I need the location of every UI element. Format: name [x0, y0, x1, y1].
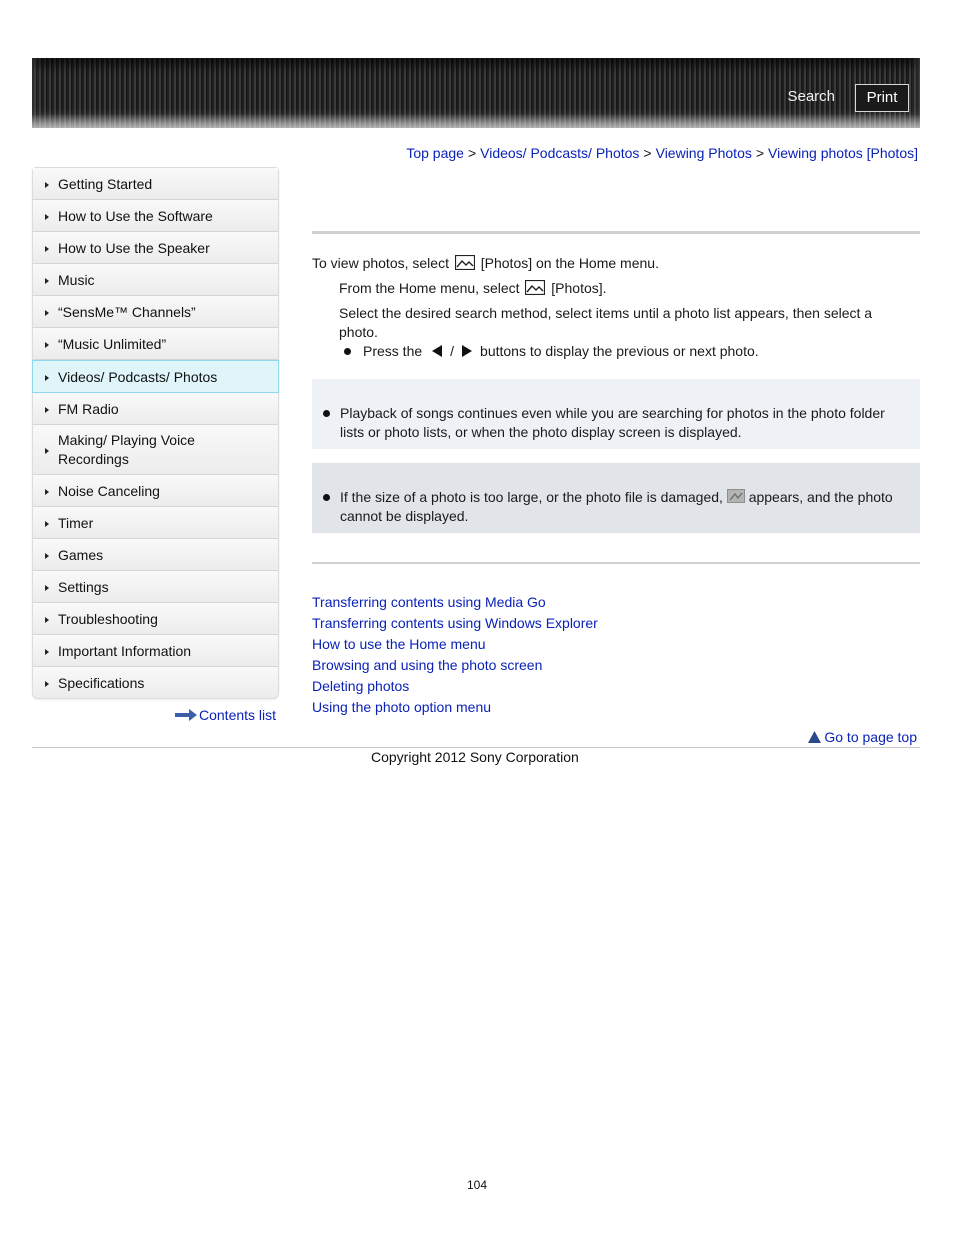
sidebar-item-settings[interactable]: [33, 571, 278, 603]
arrow-right-icon: [175, 709, 197, 721]
breadcrumb-viewing-photos[interactable]: Viewing Photos: [655, 145, 752, 161]
broken-photo-icon: [727, 489, 745, 503]
sidebar-item-label: How to Use the Software: [58, 207, 213, 224]
breadcrumb-videos-podcasts-photos[interactable]: Videos/ Podcasts/ Photos: [480, 145, 640, 161]
note-text: Playback of songs continues even while you are searching for photos in the photo folder lists or photo lists, or when the photo display screen is displayed.: [340, 405, 885, 440]
sidebar-item-sensme-channels[interactable]: [33, 296, 278, 328]
sidebar-item-noise-canceling[interactable]: [33, 475, 278, 507]
sidebar-item-music[interactable]: [33, 264, 278, 296]
sidebar-item-videos-podcasts-photos[interactable]: [32, 360, 279, 393]
sidebar-item-timer[interactable]: [33, 507, 278, 539]
photos-icon: [525, 280, 545, 295]
triangle-right-icon: [45, 521, 49, 527]
search-link[interactable]: Search: [787, 88, 835, 105]
sidebar-item-label: Getting Started: [58, 175, 153, 192]
related-divider: [312, 562, 920, 564]
sidebar-item-label: Games: [58, 546, 104, 563]
triangle-right-icon: [45, 278, 49, 284]
sidebar-item-fm-radio[interactable]: [33, 393, 278, 425]
bullet-text-end: buttons to display the previous or next photo.: [480, 343, 759, 359]
sidebar-item-label: Videos/ Podcasts/ Photos: [58, 368, 218, 385]
triangle-right-icon: [45, 448, 49, 454]
hint-text-end: appears, and the photo cannot be displayed.: [340, 489, 893, 524]
sidebar-item-label: “Music Unlimited”: [58, 335, 167, 352]
sidebar-item-getting-started[interactable]: [33, 168, 278, 200]
hint-text: [340, 488, 905, 526]
breadcrumb-separator: >: [755, 145, 765, 161]
hint-box: [312, 463, 920, 533]
triangle-right-icon: [45, 585, 49, 591]
triangle-right-icon: [45, 617, 49, 623]
sidebar-item-label: Settings: [58, 578, 109, 595]
sidebar-item-label: Music: [58, 271, 95, 288]
title-divider: [312, 231, 920, 234]
related-link-photo-option-menu[interactable]: Using the photo option menu: [312, 699, 492, 715]
go-to-page-top-label: Go to page top: [824, 729, 917, 745]
sidebar-item-label: Important Information: [58, 642, 192, 659]
breadcrumb-separator: >: [467, 145, 477, 161]
sidebar-item-how-to-use-speaker[interactable]: [33, 232, 278, 264]
triangle-right-icon: [45, 553, 49, 559]
sidebar-item-label: Timer: [58, 514, 94, 531]
intro-text: [312, 255, 659, 271]
step-1-text-start: From the Home menu, select: [339, 280, 520, 296]
sidebar-item-label: FM Radio: [58, 400, 119, 417]
related-link-deleting-photos[interactable]: Deleting photos: [312, 678, 410, 694]
sidebar-item-important-information[interactable]: [33, 635, 278, 667]
photos-icon: [455, 255, 475, 270]
intro-text-end: [Photos] on the Home menu.: [480, 255, 659, 271]
related-link-windows-explorer[interactable]: Transferring contents using Windows Explorer: [312, 615, 598, 631]
breadcrumb: [406, 145, 918, 161]
step-1: [339, 280, 607, 296]
copyright-text: Copyright 2012 Sony Corporation: [371, 749, 579, 765]
contents-list-link[interactable]: [175, 707, 276, 723]
bullet-dot: [323, 410, 330, 417]
breadcrumb-separator: >: [643, 145, 652, 161]
breadcrumb-viewing-photos-current[interactable]: Viewing photos [Photos]: [768, 145, 918, 161]
sidebar-item-label: Noise Canceling: [58, 482, 160, 499]
bullet-dot: [344, 348, 351, 355]
triangle-right-icon: [45, 375, 49, 381]
step-2: Select the desired search method, select items until a photo list appears, then select a photo.: [339, 305, 873, 340]
next-icon: [460, 344, 474, 358]
sidebar-item-label: Troubleshooting: [58, 610, 158, 627]
step-2-bullet: [344, 343, 759, 359]
sidebar-item-how-to-use-software[interactable]: [33, 200, 278, 232]
intro-text-start: To view photos, select: [312, 255, 449, 271]
triangle-right-icon: [45, 681, 49, 687]
sidebar-nav: [32, 167, 279, 699]
sidebar-item-specifications[interactable]: [33, 667, 278, 698]
sidebar-item-label: Making/ Playing Voice Recordings: [58, 431, 195, 467]
triangle-right-icon: [45, 182, 49, 188]
triangle-right-icon: [45, 214, 49, 220]
triangle-right-icon: [45, 342, 49, 348]
related-link-media-go[interactable]: Transferring contents using Media Go: [312, 594, 546, 610]
bullet-dot: [323, 494, 330, 501]
triangle-right-icon: [45, 649, 49, 655]
related-link-photo-screen[interactable]: Browsing and using the photo screen: [312, 657, 543, 673]
sidebar-item-label: “SensMe™ Channels”: [58, 303, 196, 320]
go-to-page-top-link[interactable]: [808, 729, 917, 745]
sidebar-item-games[interactable]: [33, 539, 278, 571]
sidebar-item-label: How to Use the Speaker: [58, 239, 210, 256]
hint-text-start: If the size of a photo is too large, or the photo file is damaged,: [340, 489, 723, 505]
sidebar-item-label: Specifications: [58, 674, 145, 691]
sidebar-item-music-unlimited[interactable]: [33, 328, 278, 360]
sidebar-item-troubleshooting[interactable]: [33, 603, 278, 635]
bullet-text-start: Press the: [363, 343, 423, 359]
bullet-slash: /: [450, 343, 455, 359]
triangle-right-icon: [45, 489, 49, 495]
page-number: 104: [466, 1178, 488, 1192]
footer-divider: [32, 747, 920, 748]
related-links: [312, 592, 598, 718]
triangle-right-icon: [45, 407, 49, 413]
print-button[interactable]: Print: [855, 84, 909, 112]
contents-list-label: Contents list: [199, 707, 277, 723]
header-bar: [32, 58, 920, 128]
breadcrumb-top-page[interactable]: Top page: [406, 145, 464, 161]
previous-icon: [430, 344, 444, 358]
triangle-right-icon: [45, 246, 49, 252]
related-link-home-menu[interactable]: How to use the Home menu: [312, 636, 486, 652]
triangle-right-icon: [45, 310, 49, 316]
note-box: [312, 379, 920, 449]
step-1-text-end: [Photos].: [551, 280, 607, 296]
sidebar-item-voice-recordings[interactable]: [33, 425, 278, 475]
up-triangle-icon: [808, 731, 821, 743]
